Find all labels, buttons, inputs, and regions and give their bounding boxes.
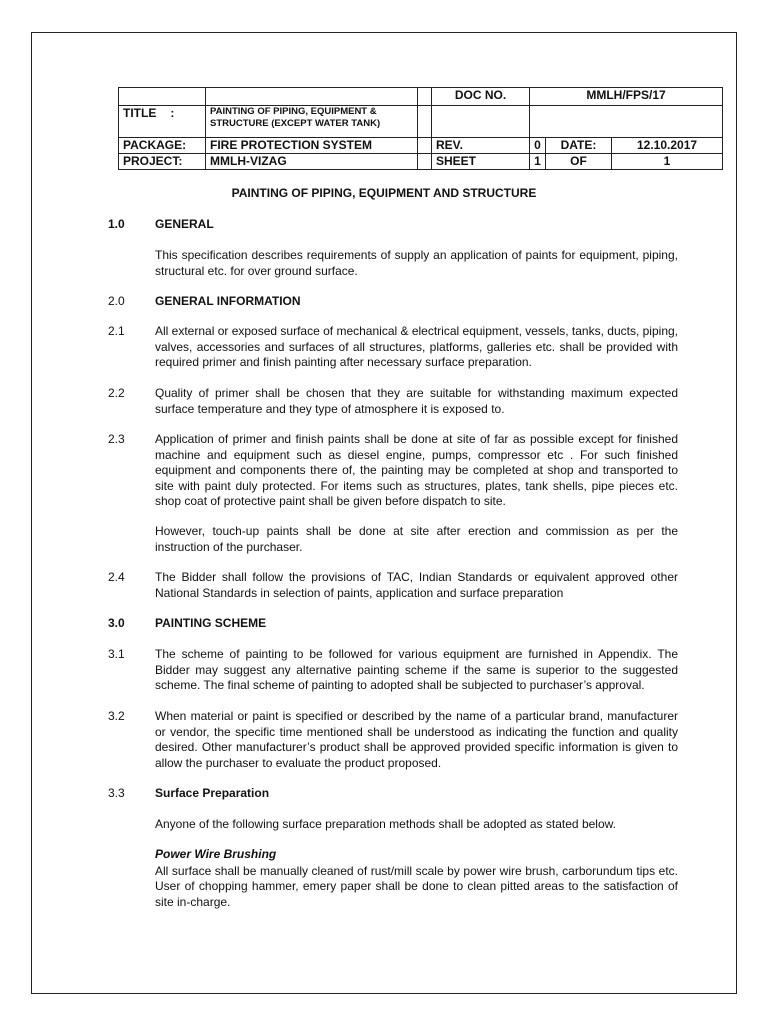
paragraph-1-0 [108, 248, 678, 279]
section-number: 3.0 [108, 616, 125, 630]
paragraph-text: This specification describes requirements of supply an application of paints for equipment, piping, structural etc. for over ground surface. [155, 248, 678, 278]
clause-number: 3.3 [108, 786, 125, 800]
doc-no-label: DOC NO. [432, 88, 530, 106]
title-label-cell [119, 106, 206, 138]
paragraph-2-4 [108, 570, 678, 601]
paragraph-text: Application of primer and finish paints shall be done at site of far as possible except for finished machine and equipment such as diesel engine, pumps, compressor etc . For such finished equipment and components there of, the painting may be completed at shop and transported to site with paint duly protected. For items such as structures, plates, tank shells, pipe pieces etc. shop coat of protective paint shall be given before dispatch to site. [155, 432, 678, 508]
section-number: 1.0 [108, 217, 125, 231]
section-title: Surface Preparation [155, 786, 270, 800]
paragraph-text: Quality of primer shall be chosen that they are suitable for withstanding maximum expected surface temperature and they type of atmosphere it is exposed to. [155, 386, 678, 416]
paragraph-3-2 [108, 709, 678, 771]
paragraph-2-2 [108, 386, 678, 417]
package-value: FIRE PROTECTION SYSTEM [206, 138, 418, 154]
doc-no-value: MMLH/FPS/17 [530, 88, 723, 106]
project-value: MMLH-VIZAG [206, 154, 418, 170]
paragraph-text: All surface shall be manually cleaned of rust/mill scale by power wire brush, carborundum tips etc. User of chopping hammer, emery paper shall be done to clean pitted areas to the satisfaction of site in-charge. [155, 863, 678, 909]
title-value: PAINTING OF PIPING, EQUIPMENT & STRUCTURE (EXCEPT WATER TANK) [206, 106, 418, 138]
title-label: TITLE [123, 106, 157, 120]
sheet-label: SHEET [432, 154, 530, 170]
header-blank [418, 154, 432, 170]
paragraph-text: However, touch-up paints shall be done at site after erection and commission as per the instruction of the purchaser. [155, 524, 678, 554]
paragraph-text: The scheme of painting to be followed for various equipment are furnished in Appendix. The Bidder may suggest any alternative painting scheme if the same is superior to the suggested scheme. The final scheme of painting to adopted shall be subjected to purchaser’s approval. [155, 647, 678, 692]
paragraph-power-wire-brushing [108, 847, 678, 910]
header-blank [418, 106, 432, 138]
date-label: DATE: [546, 138, 612, 154]
header-blank [530, 106, 723, 138]
header-blank [119, 88, 206, 106]
header-blank [418, 138, 432, 154]
title-colon: : [170, 106, 175, 120]
clause-number: 3.2 [108, 709, 125, 723]
project-label: PROJECT: [119, 154, 206, 170]
rev-label: REV. [432, 138, 530, 154]
subheading-power-wire-brushing: Power Wire Brushing [155, 847, 277, 861]
clause-number: 3.1 [108, 647, 125, 661]
power-wire-brushing-block [155, 847, 678, 910]
section-heading-general-information [108, 294, 678, 308]
date-value: 12.10.2017 [612, 138, 723, 154]
section-title: GENERAL INFORMATION [155, 294, 301, 308]
clause-number: 2.2 [108, 386, 125, 400]
section-title: PAINTING SCHEME [155, 616, 267, 630]
section-title: GENERAL [155, 217, 214, 231]
clause-number: 2.3 [108, 432, 125, 446]
package-label: PACKAGE: [119, 138, 206, 154]
paragraph-text: All external or exposed surface of mechanical & electrical equipment, vessels, tanks, ducts, piping, valves, accessories and surfaces of all structures, platforms, galleries etc. shall be provided with required primer and finish painting after necessary surface preparation. [155, 324, 678, 369]
paragraph-3-1 [108, 647, 678, 694]
section-number: 2.0 [108, 294, 125, 308]
of-label: OF [546, 154, 612, 170]
paragraph-2-3-continued [108, 524, 678, 555]
rev-value: 0 [530, 138, 546, 154]
paragraph-3-3 [108, 817, 678, 833]
document-title: PAINTING OF PIPING, EQUIPMENT AND STRUCTURE [231, 186, 537, 200]
document-header-table [118, 87, 723, 170]
header-blank [206, 88, 418, 106]
clause-number: 2.1 [108, 324, 125, 338]
section-heading-surface-preparation [108, 786, 678, 800]
paragraph-2-1 [108, 324, 678, 371]
of-value: 1 [612, 154, 723, 170]
paragraph-2-3 [108, 432, 678, 510]
header-blank [418, 88, 432, 106]
paragraph-text: Anyone of the following surface preparation methods shall be adopted as stated below. [155, 817, 616, 831]
section-heading-general [108, 217, 678, 231]
clause-number: 2.4 [108, 570, 125, 584]
header-blank [432, 106, 530, 138]
paragraph-text: When material or paint is specified or described by the name of a particular brand, manufacturer or vendor, the specific time mentioned shall be understood as indicating the function and quality desired. Other manufacturer’s product shall be approved provided specific information is given to allow the purchaser to evaluate the product proposed. [155, 709, 678, 770]
sheet-value: 1 [530, 154, 546, 170]
section-heading-painting-scheme [108, 616, 678, 630]
paragraph-text: The Bidder shall follow the provisions of TAC, Indian Standards or equivalent approved other National Standards in selection of paints, application and surface preparation [155, 570, 678, 600]
